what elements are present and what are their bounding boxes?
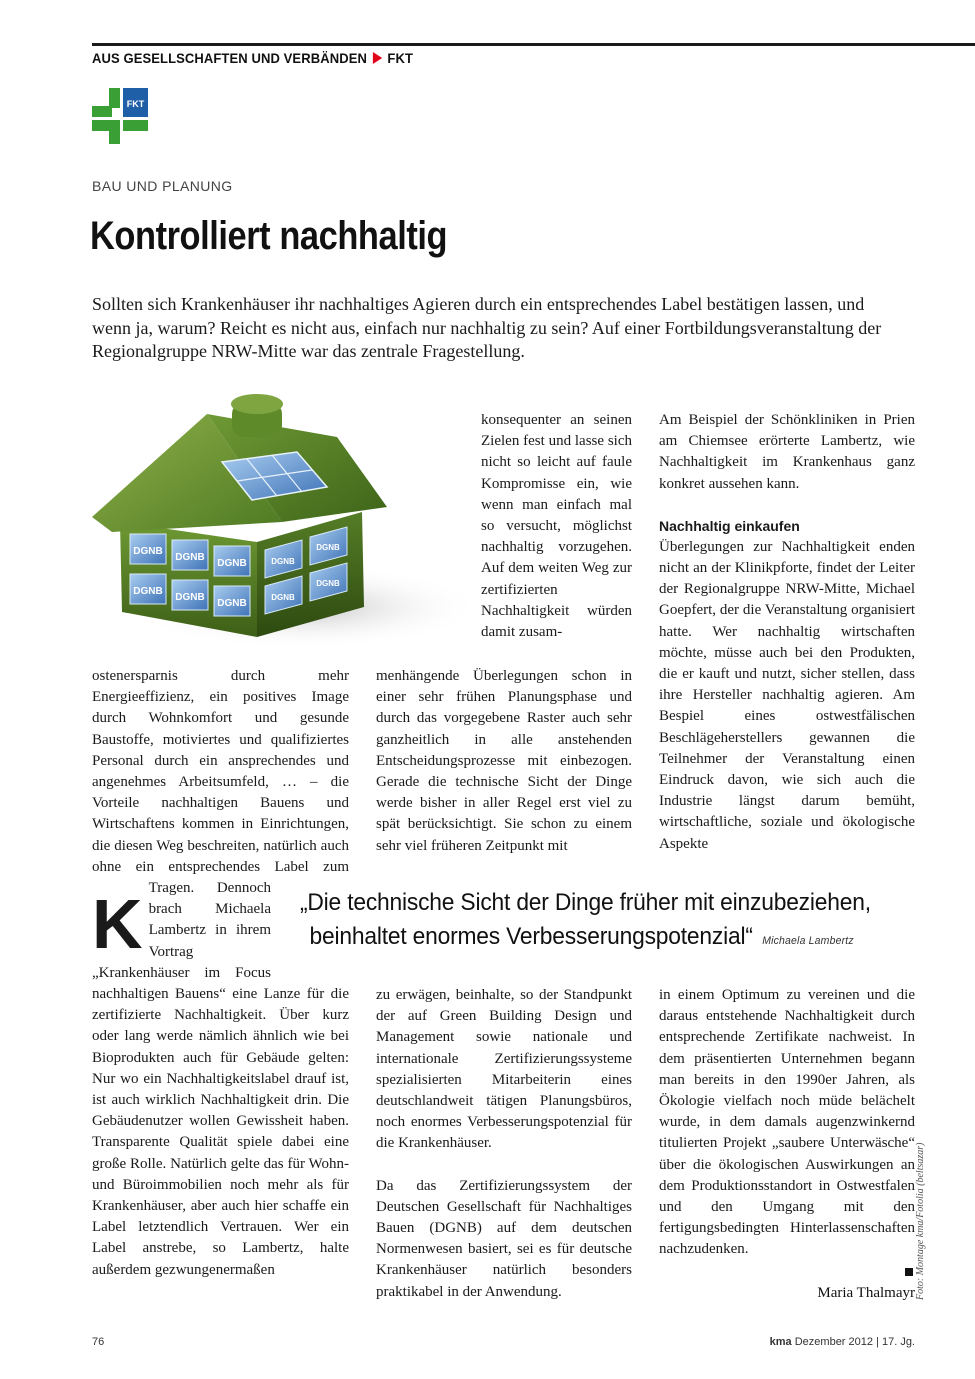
footer-info bbox=[770, 1336, 915, 1348]
magazine-name: kma bbox=[769, 1336, 792, 1348]
col2-text-top: konsequenter an seinen Zielen fest und lasse sich nicht so leicht auf faule Kompromisse ein, wie wenn man einfach mal so versucht, möglichst nachhaltig vorzugehen. Auf dem weiten Weg zur zertifizierten Nachhaltigkeit würden damit zusam- bbox=[481, 412, 632, 641]
col3-text-p2: Überlegungen zur Nachhaltigkeit enden nicht an der Klinikpforte, findet der Leiter der Regionalgruppe NRW-Mitte, Michael Goepfert, der die Veranstaltung organisiert hatte. Wer nachhaltig wirtschaften möchte, müsse auch bei den Produkten, die er kauft und nutzt, sicher stellen, dass ihre Hersteller nachhaltig agieren. Am Bespiel eines ostwestfälischen Beschlägeherstellers gewannen die Teilnehmer der Veranstaltung einen Eindruck davon, wie sich auch die Industrie längst darum bemüht, wirtschaftliche, soziale und ökologische Aspekte bbox=[659, 538, 915, 852]
rubric-label: AUS GESELLSCHAFTEN UND VERBÄNDEN bbox=[92, 50, 367, 66]
pull-quote-line-2: beinhaltet enormes Verbesserungspotenzial“ bbox=[309, 923, 753, 950]
window-label: DGNB bbox=[217, 558, 247, 569]
column-1 bbox=[92, 666, 349, 1281]
end-mark bbox=[905, 1268, 913, 1276]
column-2-top bbox=[481, 410, 632, 643]
rubric-sub: FKT bbox=[387, 50, 414, 66]
col1-text: ostenersparnis durch mehr Energieeffizienz, ein positives Image durch Wohnkomfort und gesunde Baustoffe, motiviertes und qualifiziertes Personal durch ein ansprechendes und angenehmes Arbeitsumfeld, … – die Vorteile nachhaltigen Bauens und Wirtschaftens kommen in Einrichtungen, die diesen Weg beschreiten, natürlich auch ohne ein entsprechendes Label zum Tragen. Dennoch brach Michaela Lambertz in ihrem Vortrag „Krankenhäuser im Focus nachhaltigen Bauens“ eine Lanze für die zertifizierte Nachhaltigkeit. Über kurz oder lang werde nämlich ähnlich wie bei Bioprodukten auch für Gebäude gelten: Nur wo ein Nachhaltigkeitslabel drauf ist, ist auch wirklich Nachhaltigkeit drin. Die Gebäudenutzer wollen Gewissheit haben. Transparente Qualität spiele dabei eine große Rolle. Natürlich gelte das für Wohn- und Büroimmobilien noch mehr als für Krankenhäuser, aber auch hier schaffe ein Label letztendlich Vertrauen. Wer ein Label anstrebe, so Lambertz, halte außerdem gezwungenermaßen bbox=[92, 668, 349, 1278]
pull-quote-attribution: Michaela Lambertz bbox=[762, 935, 854, 947]
author: Maria Thalmayr bbox=[817, 1285, 915, 1301]
pull-quote bbox=[300, 886, 870, 958]
drop-cap: K bbox=[92, 885, 143, 963]
logo-text: FKT bbox=[126, 99, 145, 109]
window-label: DGNB bbox=[316, 543, 340, 552]
window-label: DGNB bbox=[133, 546, 163, 557]
window-label: DGNB bbox=[175, 552, 205, 563]
col2-text-mid: menhängende Überlegungen schon in einer sehr frühen Planungsphase und durch das vorgegebene Raster auch sehr ganzheitlich in alle anstehenden Entscheidungsprozesse mit einbezogen. Gerade die technische Sicht der Dinge werde bisher in aller Regel erst viel zu spät berücksichtigt. Sie schon zu einem sehr viel früheren Zeitpunkt mit bbox=[376, 668, 632, 854]
column-3-bottom bbox=[659, 985, 915, 1261]
col2-text-p3: Da das Zertifizierungssystem der Deutschen Gesellschaft für Nachhaltiges Bauen (DGNB) auf dem deutschen Normenwesen basiert, sei es für deutsche Krankenhäuser natürlich besonders praktikabel in der Anwendung. bbox=[376, 1177, 632, 1300]
pull-quote-line-1: „Die technische Sicht der Dinge früher mit einzubeziehen, bbox=[300, 889, 871, 916]
window-label: DGNB bbox=[133, 586, 163, 597]
window-label: DGNB bbox=[175, 592, 205, 603]
window-label: DGNB bbox=[316, 579, 340, 588]
subheading: Nachhaltig einkaufen bbox=[659, 517, 800, 534]
page-number: 76 bbox=[92, 1336, 105, 1348]
fkt-logo bbox=[92, 88, 148, 144]
photo-credit: Foto: Montage kma/Fotolia (beltsazar) bbox=[915, 1142, 926, 1300]
header-rule bbox=[92, 43, 975, 46]
triangle-icon bbox=[373, 52, 382, 64]
col3-text-p3: in einem Optimum zu vereinen und die daraus entstehende Nachhaltigkeit durch entsprechende Zertifikate nachweist. In dem präsentierten Unternehmen begann man bereits in den 1990er Jahren, als Ökologie vielfach noch müde belächelt wurde, in dem damals augenzwinkernd titulierten Projekt „saubere Unterwäsche“ über die ökologischen Auswirkungen an dem Produktionsstandort in Ostwestfalen und den Umgang mit den fertigungsbedingten Hinterlassenschaften nachzudenken. bbox=[659, 987, 915, 1258]
window-label: DGNB bbox=[217, 598, 247, 609]
window-label: DGNB bbox=[271, 593, 295, 602]
page-title: Kontrolliert nachhaltig bbox=[90, 214, 448, 258]
issue-info: Dezember 2012 | 17. Jg. bbox=[794, 1336, 915, 1348]
col2-text-p2: zu erwägen, beinhalte, so der Standpunkt der auf Green Building Design und Management sowie nationale und internationale Zertifizierungssysteme spezialisierten Mitarbeiterin eines deutschlandweit tätigen Planungsbüros, noch enormes Verbesserungspotenzial für die Krankenhäuser. bbox=[376, 987, 632, 1152]
rubric bbox=[92, 50, 413, 66]
col3-text-p1: Am Beispiel der Schönkliniken in Prien am Chiemsee erörterte Lambertz, wie Nachhaltigkeit im Krankenhaus ganz konkret aussehen kann. bbox=[659, 412, 915, 492]
section-label: BAU UND PLANUNG bbox=[92, 178, 233, 194]
lead-paragraph: Sollten sich Krankenhäuser ihr nachhaltiges Agieren durch ein entsprechendes Label bestätigen lassen, und wenn ja, warum? Reicht es nicht aus, einfach nur nachhaltig zu sein? Auf einer Fortbildungsveranstaltung der Regionalgruppe NRW-Mitte war das zentrale Fragestellung. bbox=[92, 294, 882, 361]
grass-house-image bbox=[82, 392, 472, 662]
column-3-top bbox=[659, 410, 915, 855]
window-label: DGNB bbox=[271, 557, 295, 566]
column-2-mid bbox=[376, 666, 632, 857]
column-2-bottom bbox=[376, 985, 632, 1303]
